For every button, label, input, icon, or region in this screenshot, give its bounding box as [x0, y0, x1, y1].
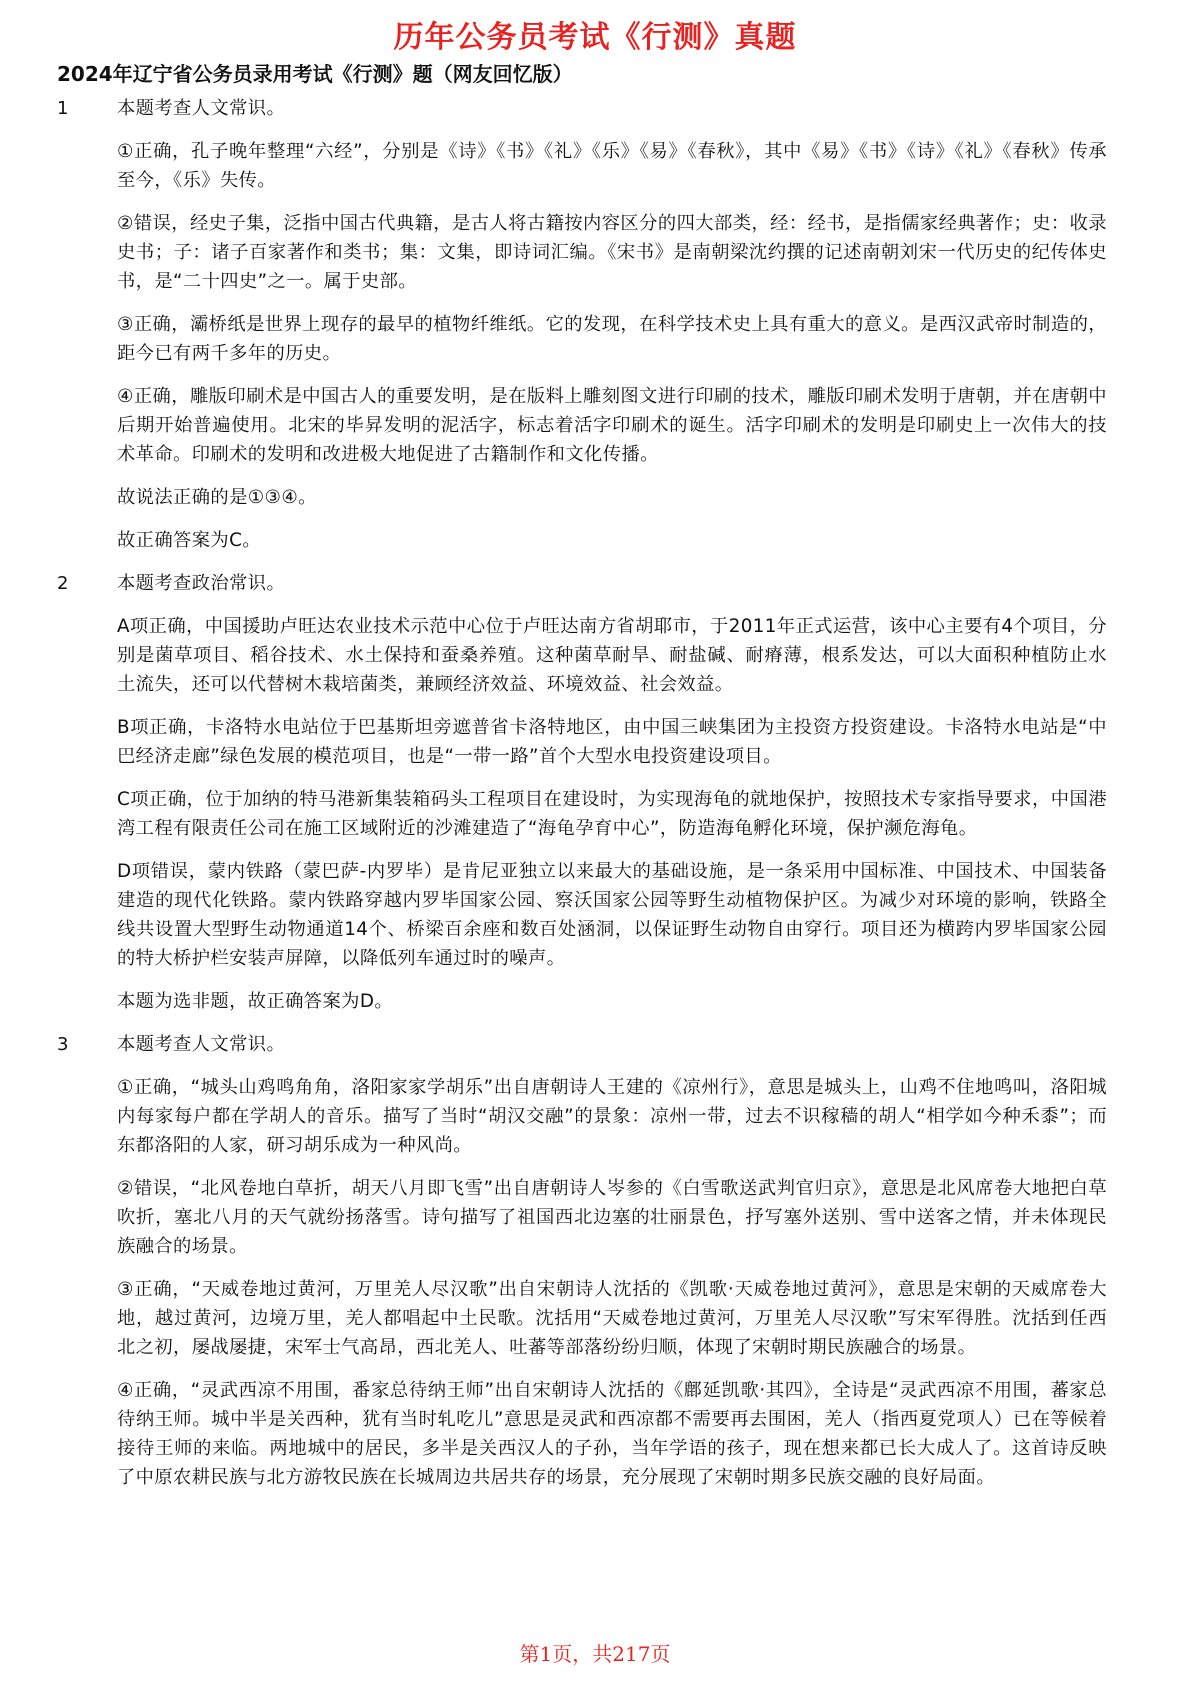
question-3 [57, 1030, 1107, 1492]
question-1 [57, 94, 1107, 555]
explanation-paragraph: ②错误，“北风卷地白草折，胡天八月即飞雪”出自唐朝诗人岑参的《白雪歌送武判官归京》，意思是北风席卷大地把白草吹折，塞北八月的天气就纷扬落雪。诗句描写了祖国西北边塞的壮丽景色，抒写塞外送别、雪中送客之情，并未体现民族融合的场景。 [117, 1178, 1107, 1257]
explanation-paragraph: ①正确，孔子晚年整理“六经”，分别是《诗》《书》《礼》《乐》《易》《春秋》，其中《易》《书》《诗》《礼》《春秋》传承至今，《乐》失传。 [117, 141, 1107, 191]
question-topic: 本题考查人文常识。 [117, 98, 286, 119]
explanation-paragraph: ③正确，灞桥纸是世界上现存的最早的植物纤维纸。它的发现，在科学技术史上具有重大的意义。是西汉武帝时制造的，距今已有两千多年的历史。 [117, 314, 1107, 364]
explanation-paragraph: ②错误，经史子集，泛指中国古代典籍，是古人将古籍按内容区分的四大部类，经：经书，是指儒家经典著作；史：收录史书；子：诸子百家著作和类书；集：文集，即诗词汇编。《宋书》是南朝梁沈约撰的记述南朝刘宋一代历史的纪传体史书，是“二十四史”之一。属于史部。 [117, 213, 1107, 292]
explanation-paragraph: 故说法正确的是①③④。 [117, 487, 317, 508]
question-explanation [117, 94, 1107, 555]
explanation-paragraph: ④正确，“灵武西凉不用围，番家总待纳王师”出自宋朝诗人沈括的《鄜延凯歌·其四》，全诗是“灵武西凉不用围，蕃家总待纳王师。城中半是关西种，犹有当时轧吃儿”意思是灵武和西凉都不需要再去围困，羌人（指西夏党项人）已在等候着接待王师的来临。两地城中的居民，多半是关西汉人的子孙，当年学语的孩子，现在想来都已长大成人了。这首诗反映了中原农耕民族与北方游牧民族在长城周边共居共存的场景，充分展现了宋朝时期多民族交融的良好局面。 [117, 1380, 1107, 1488]
question-topic: 本题考查人文常识。 [117, 1034, 286, 1055]
explanation-paragraph: B项正确，卡洛特水电站位于巴基斯坦旁遮普省卡洛特地区，由中国三峡集团为主投资方投资建设。卡洛特水电站是“中巴经济走廊”绿色发展的模范项目，也是“一带一路”首个大型水电投资建设项目。 [117, 717, 1107, 767]
question-number: 1 [57, 98, 69, 119]
explanation-paragraph: ④正确，雕版印刷术是中国古人的重要发明，是在版料上雕刻图文进行印刷的技术，雕版印刷术发明于唐朝，并在唐朝中后期开始普遍使用。北宋的毕昇发明的泥活字，标志着活字印刷术的诞生。活字印刷术的发明是印刷史上一次伟大的技术革命。印刷术的发明和改进极大地促进了古籍制作和文化传播。 [117, 386, 1107, 465]
question-number: 2 [57, 573, 69, 594]
answer-paragraph: 故正确答案为C。 [117, 530, 261, 551]
question-explanation [117, 1030, 1107, 1492]
question-number: 3 [57, 1034, 69, 1055]
question-topic: 本题考查政治常识。 [117, 573, 286, 594]
explanation-paragraph: ③正确，“天威卷地过黄河，万里羌人尽汉歌”出自宋朝诗人沈括的《凯歌·天威卷地过黄河》，意思是宋朝的天威席卷大地，越过黄河，边境万里，羌人都唱起中土民歌。沈括用“天威卷地过黄河，万里羌人尽汉歌”写宋军得胜。沈括到任西北之初，屡战屡捷，宋军士气高昂，西北羌人、吐蕃等部落纷纷归顺，体现了宋朝时期民族融合的场景。 [117, 1279, 1107, 1358]
explanation-paragraph: ①正确，“城头山鸡鸣角角，洛阳家家学胡乐”出自唐朝诗人王建的《凉州行》，意思是城头上，山鸡不住地鸣叫，洛阳城内每家每户都在学胡人的音乐。描写了当时“胡汉交融”的景象：凉州一带，过去不识稼穑的胡人“相学如今种禾黍”；而东都洛阳的人家，研习胡乐成为一种风尚。 [117, 1077, 1107, 1156]
exam-subtitle: 2024年辽宁省公务员录用考试《行测》题（网友回忆版） [57, 62, 573, 86]
explanation-paragraph: D项错误，蒙内铁路（蒙巴萨-内罗毕）是肯尼亚独立以来最大的基础设施，是一条采用中国标准、中国技术、中国装备建造的现代化铁路。蒙内铁路穿越内罗毕国家公园、察沃国家公园等野生动植物保护区。为减少对环境的影响，铁路全线共设置大型野生动物通道14个、桥梁百余座和数百处涵洞，以保证野生动物自由穿行。项目还为横跨内罗毕国家公园的特大桥护栏安装声屏障，以降低列车通过时的噪声。 [117, 861, 1107, 969]
question-2 [57, 569, 1107, 1016]
question-explanation [117, 569, 1107, 1016]
answer-paragraph: 本题为选非题，故正确答案为D。 [117, 991, 394, 1012]
page-number: 第1页，共217页 [519, 1642, 671, 1666]
page-title: 历年公务员考试《行测》真题 [393, 20, 797, 55]
explanation-paragraph: A项正确，中国援助卢旺达农业技术示范中心位于卢旺达南方省胡耶市，于2011年正式运营，该中心主要有4个项目，分别是菌草项目、稻谷技术、水土保持和蚕桑养殖。这种菌草耐旱、耐盐碱、耐瘠薄，根系发达，可以大面积种植防止水土流失，还可以代替树木栽培菌类，兼顾经济效益、环境效益、社会效益。 [117, 616, 1107, 695]
explanation-paragraph: C项正确，位于加纳的特马港新集装箱码头工程项目在建设时，为实现海龟的就地保护，按照技术专家指导要求，中国港湾工程有限责任公司在施工区域附近的沙滩建造了“海龟孕育中心”，防造海龟孵化环境，保护濒危海龟。 [117, 789, 1107, 839]
document-body [57, 94, 1107, 1506]
